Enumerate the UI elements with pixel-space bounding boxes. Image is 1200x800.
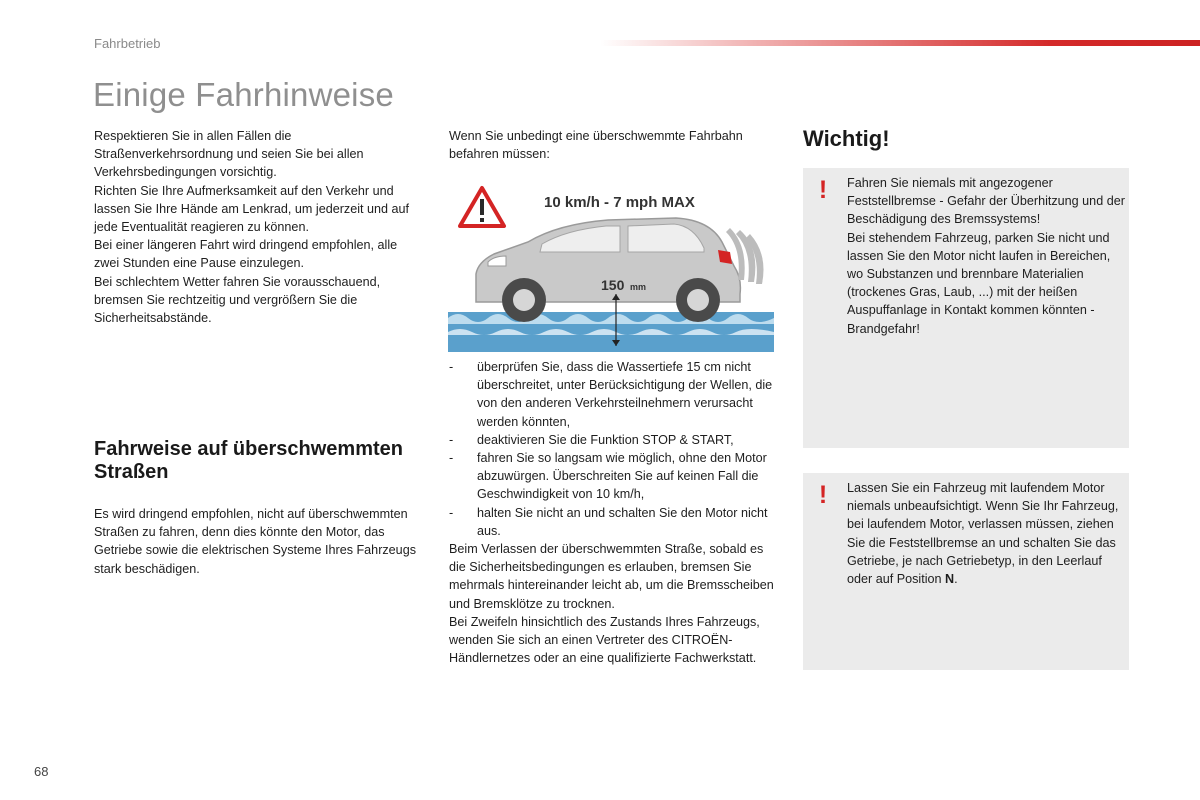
depth-value-label: 150 xyxy=(601,277,625,293)
header-accent-bar xyxy=(600,40,1200,46)
car-illustration xyxy=(476,218,740,322)
after-paragraph: Bei Zweifeln hinsichtlich des Zustands Ihres Fahrzeugs, wenden Sie sich an einen Vertreter des CITROËN-Händlernetzes oder an eine qualifizierte Fachwerkstatt. xyxy=(449,614,760,666)
flood-subheading: Fahrweise auf überschwemmten Straßen xyxy=(94,438,403,483)
important-heading: Wichtig! xyxy=(803,126,890,151)
warning-paragraph: Bei stehendem Fahrzeug, parken Sie nicht und lassen Sie den Motor nicht laufen in Bereichen, wo Substanzen und brennbare Materialien (trockenes Gras, Laub, ...) mit der heißen Auspuffanlage in Kontakt kommen könnten - Brandgefahr! xyxy=(847,230,1111,336)
flood-instructions-intro: Wenn Sie unbedingt eine überschwemmte Fahrbahn befahren müssen: xyxy=(449,129,743,162)
page-title: Einige Fahrhinweise xyxy=(93,76,394,113)
list-item xyxy=(449,504,779,540)
warning-icon: ! xyxy=(818,176,828,204)
flood-bullet-list xyxy=(449,358,779,540)
warning-box xyxy=(803,168,1129,448)
warning-paragraph: Lassen Sie ein Fahrzeug mit laufendem Motor niemals unbeaufsichtigt. Wenn Sie Ihr Fahrzeug, bei laufendem Motor, verlassen müssen, ziehen Sie die Feststellbremse an und schalten Sie das Getriebe, je nach Getriebetyp, in den Leerlauf oder auf Position xyxy=(847,481,1119,587)
warning-icon: ! xyxy=(818,481,828,509)
bullet-text: überprüfen Sie, dass die Wassertiefe 15 cm nicht überschreitet, unter Berücksichtigung der Wellen, die von den anderen Verkehrsteilnehmern verursacht werden könnten, xyxy=(477,360,773,429)
after-flood-text xyxy=(449,540,779,667)
bullet-marker: - xyxy=(449,432,454,447)
list-item xyxy=(449,431,779,449)
warning-end: . xyxy=(954,572,958,587)
speed-limit-label: 10 km/h - 7 mph MAX xyxy=(544,194,695,211)
bullet-marker: - xyxy=(449,505,454,520)
bullet-text: fahren Sie so langsam wie möglich, ohne den Motor abzuwürgen. Überschreiten Sie auf keinen Fall die Geschwindigkeit von 10 km/h, xyxy=(477,451,767,502)
intro-text xyxy=(94,127,424,327)
after-paragraph: Beim Verlassen der überschwemmten Straße, sobald es die Sicherheitsbedingungen es erlauben, bremsen Sie mehrmals hintereinander leicht ab, um die Bremsscheiben und Bremsklötze zu trocknen. xyxy=(449,542,774,611)
warning-paragraph: Fahren Sie niemals mit angezogener Feststellbremse - Gefahr der Überhitzung und der Beschädigung des Bremssystems! xyxy=(847,176,1125,227)
list-item xyxy=(449,449,779,504)
section-label: Fahrbetrieb xyxy=(94,36,161,51)
flood-paragraph: Es wird dringend empfohlen, nicht auf überschwemmten Straßen zu fahren, denn dies könnte den Motor, das Getriebe sowie die elektrischen Systeme Ihres Fahrzeugs stark beschädigen. xyxy=(94,507,416,576)
page-number: 68 xyxy=(34,764,49,779)
list-item xyxy=(449,358,779,431)
intro-paragraph: Richten Sie Ihre Aufmerksamkeit auf den Verkehr und lassen Sie Ihre Hände am Lenkrad, um jederzeit und auf jede Eventualität reagieren zu können. xyxy=(94,183,410,235)
bullet-marker: - xyxy=(449,360,454,374)
bullet-text: halten Sie nicht an und schalten Sie den Motor nicht aus. xyxy=(477,505,768,538)
intro-paragraph: Bei einer längeren Fahrt wird dringend empfohlen, alle zwei Stunden eine Pause einzulegen. xyxy=(94,238,398,271)
intro-paragraph: Respektieren Sie in allen Fällen die Straßenverkehrsordnung und seien Sie bei allen Verkehrsbedingungen vorsichtig. xyxy=(94,129,364,180)
warning-text xyxy=(847,174,1125,338)
flooded-road-illustration xyxy=(448,182,774,352)
bullet-text: deaktivieren Sie die Funktion STOP & START, xyxy=(477,432,734,447)
depth-unit-label: mm xyxy=(630,282,647,292)
gear-position: N xyxy=(945,572,955,587)
intro-paragraph: Bei schlechtem Wetter fahren Sie vorausschauend, bremsen Sie rechtzeitig und vergrößern Sie die Sicherheitsabstände. xyxy=(94,274,381,326)
warning-box xyxy=(803,473,1129,670)
bullet-marker: - xyxy=(449,451,454,466)
warning-text xyxy=(847,479,1125,588)
warning-triangle-icon xyxy=(460,188,504,226)
